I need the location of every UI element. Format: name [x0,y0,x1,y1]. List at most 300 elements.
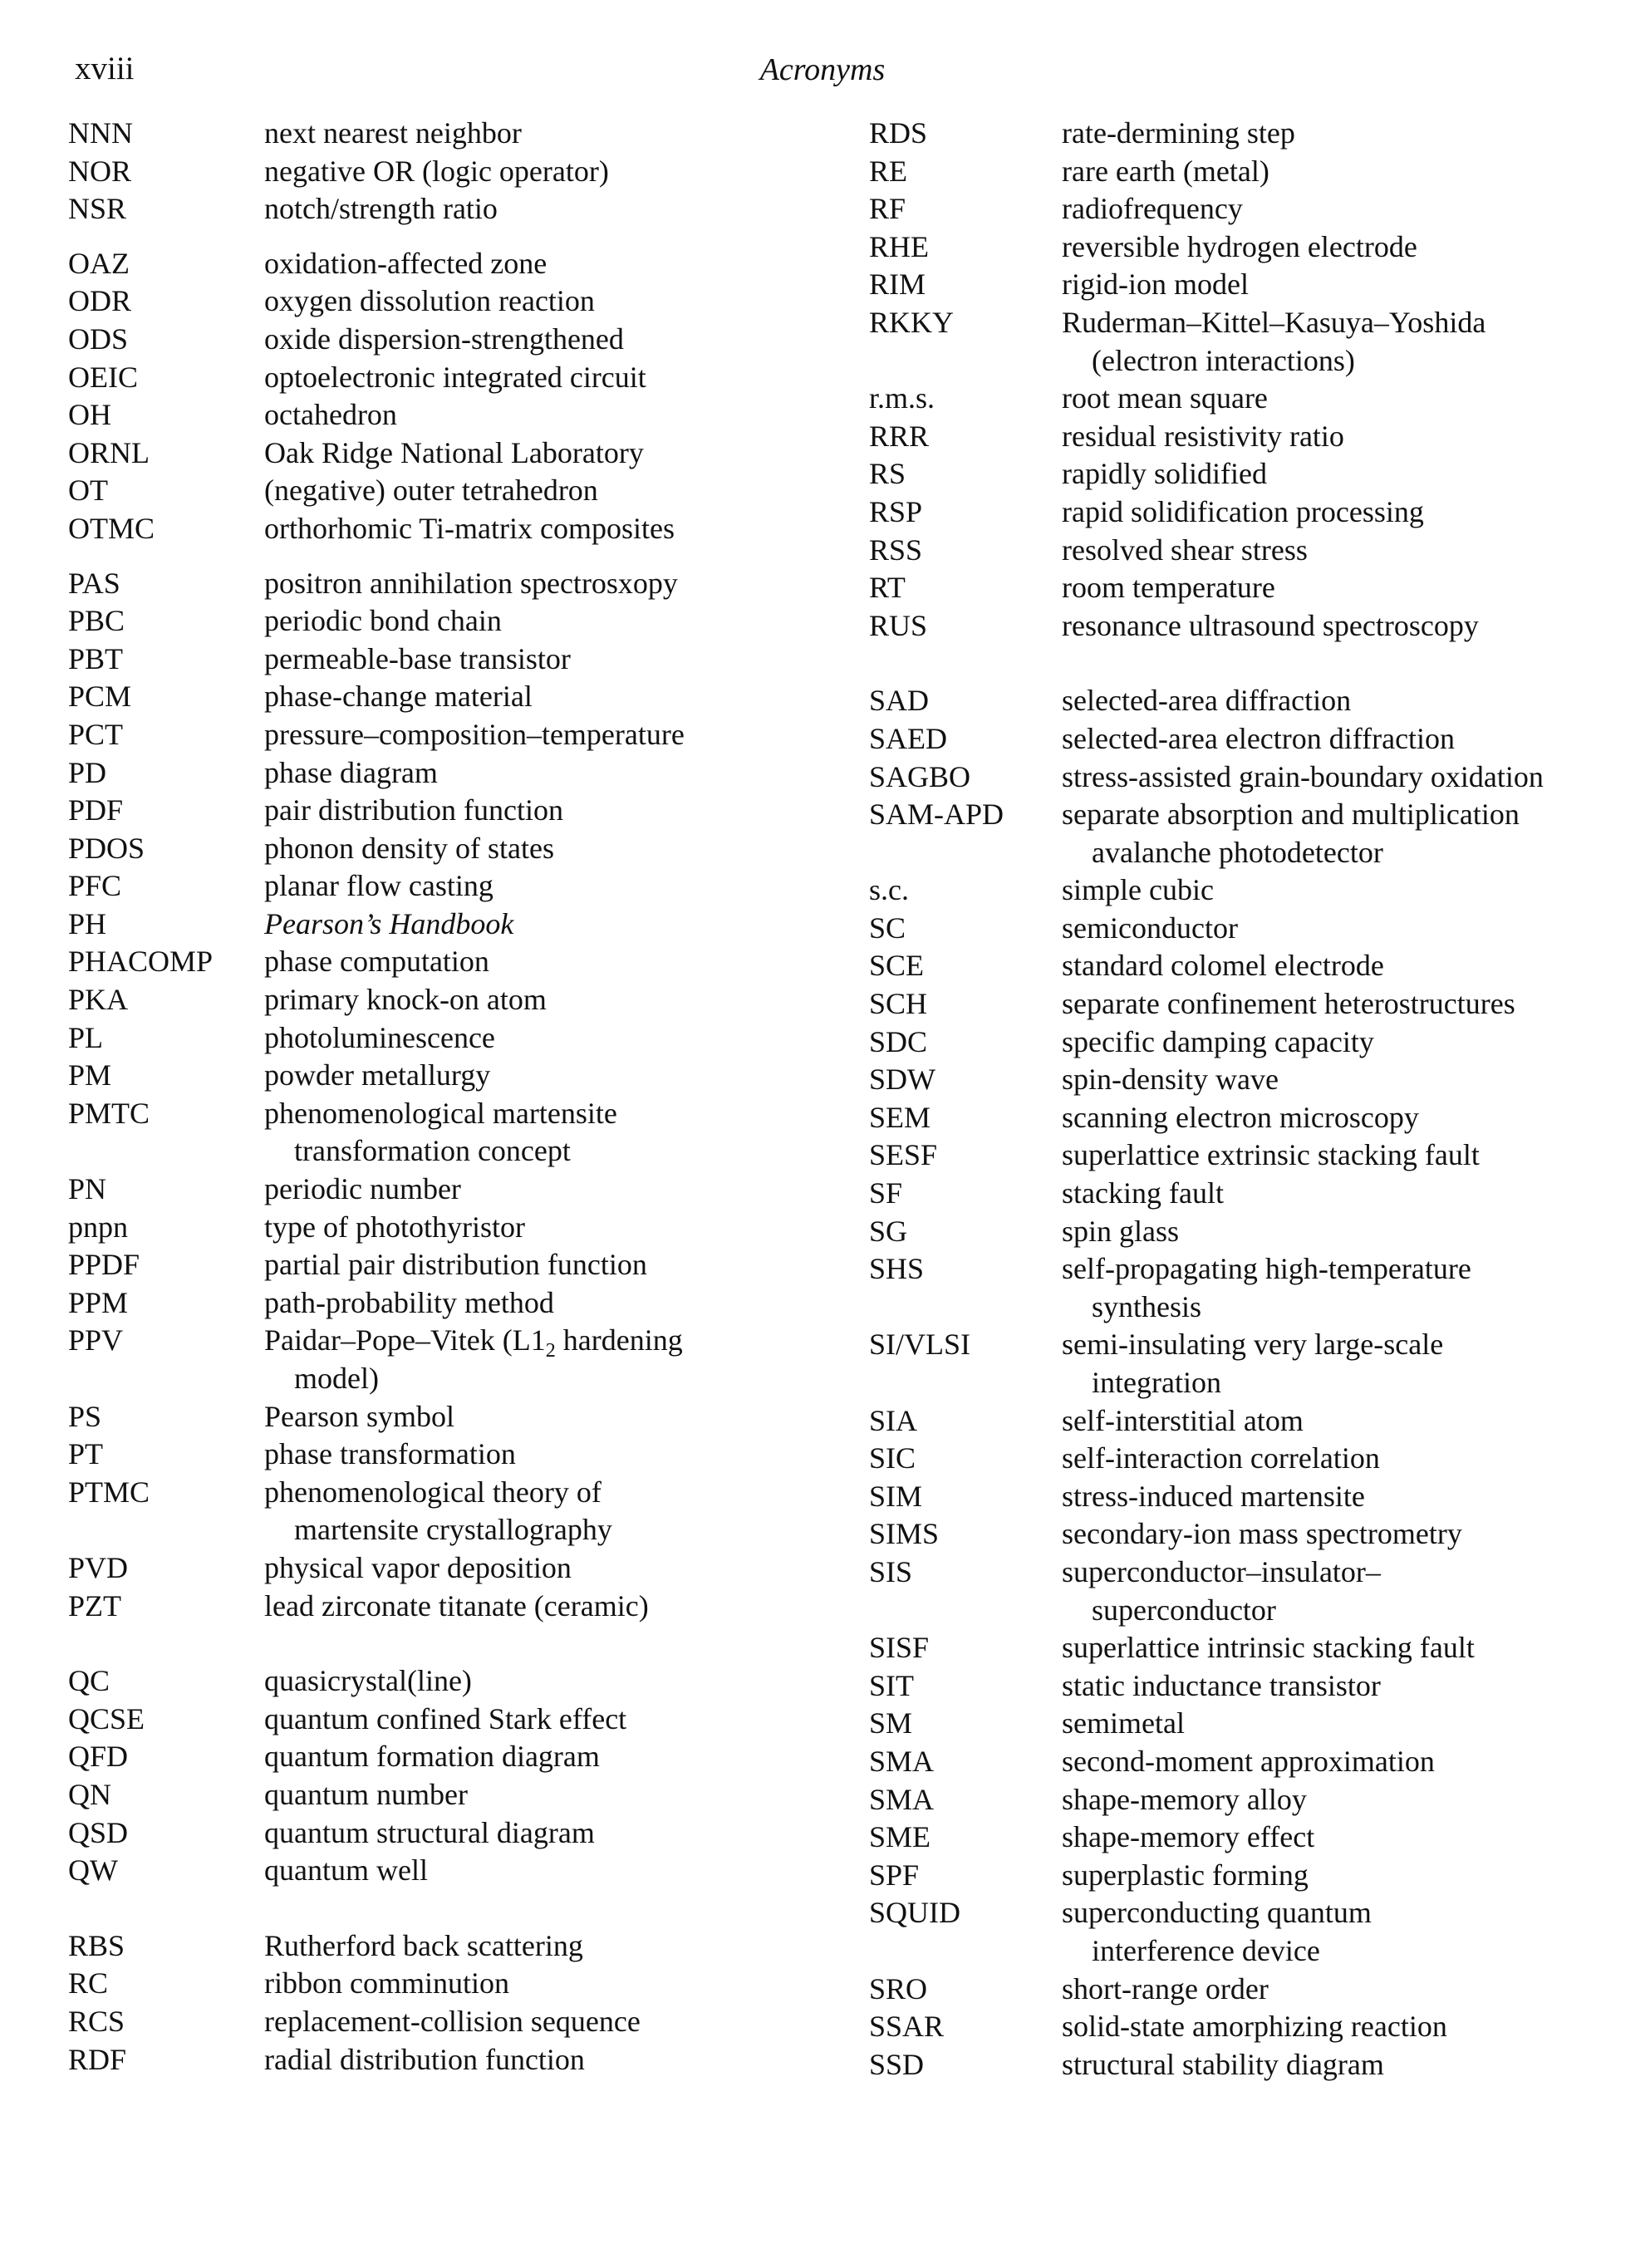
definition-text: standard colomel electrode [1062,949,1384,983]
acronym-abbreviation: SSD [869,2047,925,2081]
acronym-abbreviation: SMA [869,1782,935,1816]
definition-text: rare earth (metal) [1062,154,1269,188]
acronym-entry [68,2003,799,2041]
acronym-definition [1062,720,1633,758]
acronym-abbreviation: SISF [869,1631,930,1665]
acronym-entry [68,359,799,397]
definition-text: negative OR (logic operator) [264,154,609,188]
acronym-abbreviation: PCT [68,717,124,751]
definition-text: rigid-ion model [1062,268,1249,302]
acronym-entry [869,1554,1633,1629]
definition-text: periodic number [264,1172,461,1206]
acronym-entry [68,472,799,510]
definition-text: Paidar–Pope–Vitek (L1 [264,1323,546,1357]
acronym-definition [264,1436,799,1474]
definition-text: spin-density wave [1062,1063,1279,1097]
acronym-abbreviation: PVD [68,1550,129,1584]
acronym-abbreviation: RSS [869,533,923,567]
acronym-definition [1062,1857,1633,1895]
acronym-abbreviation: SCH [869,987,928,1021]
acronym-abbreviation: SI/VLSI [869,1328,971,1362]
definition-text: Ruderman–Kittel–Kasuya–Yoshida [1062,305,1486,339]
page-header [0,50,1645,100]
acronym-entry [869,380,1633,418]
acronym-abbreviation: SAD [869,684,930,718]
acronym-entry [869,1061,1633,1099]
acronym-definition [1062,871,1633,910]
acronym-entry [869,1629,1633,1667]
acronym-abbreviation: ODS [68,322,129,356]
definition-text: ribbon comminution [264,1966,509,2000]
acronym-definition [1062,532,1633,570]
definition-text: oxidation-affected zone [264,246,548,280]
definition-text: pair distribution function [264,793,563,827]
acronym-entry [869,1136,1633,1175]
acronym-abbreviation: RRR [869,419,930,453]
acronym-definition [1062,1213,1633,1251]
acronym-abbreviation: RCS [68,2004,125,2038]
acronym-abbreviation: RUS [869,608,928,642]
acronym-entry [68,1436,799,1474]
acronym-definition [1062,758,1633,797]
acronym-definition [1062,569,1633,607]
acronym-entry [68,754,799,793]
acronym-abbreviation: PZT [68,1588,122,1622]
acronym-abbreviation: SCE [869,949,925,983]
acronym-entry [68,602,799,641]
acronym-abbreviation: RF [869,192,906,226]
acronym-entry [869,1781,1633,1819]
definition-text: stress-assisted grain-boundary oxidation [1062,759,1544,793]
acronym-entry [869,228,1633,267]
acronym-definition [264,792,799,830]
definition-continuation: superconductor [1092,1593,1276,1627]
acronym-entry [68,1588,799,1626]
acronym-abbreviation: SC [869,911,906,945]
acronym-definition [264,1814,799,1853]
definition-text: phenomenological theory of [264,1475,602,1509]
acronym-definition [1062,1515,1633,1554]
definition-text: physical vapor deposition [264,1550,572,1584]
acronym-definition [1062,1024,1633,1062]
acronym-abbreviation: RBS [68,1928,125,1962]
acronym-definition [264,1284,799,1323]
acronym-abbreviation: SHS [869,1252,925,1286]
definition-text: specific damping capacity [1062,1024,1374,1058]
acronym-definition [1062,115,1633,153]
definition-text: rate-dermining step [1062,116,1295,150]
group-spacer [68,548,799,565]
acronym-definition [1062,1781,1633,1819]
acronym-abbreviation: SG [869,1214,908,1248]
acronym-abbreviation: PL [68,1020,104,1054]
acronym-abbreviation: SIS [869,1554,913,1588]
acronym-abbreviation: OAZ [68,246,130,280]
acronym-entry [68,641,799,679]
acronym-abbreviation: OH [68,398,111,432]
acronym-abbreviation: RDF [68,2042,127,2076]
acronym-entry [869,947,1633,985]
definition-text: optoelectronic integrated circuit [264,360,646,394]
acronym-abbreviation: SIA [869,1403,918,1437]
definition-text: Oak Ridge National Laboratory [264,435,644,469]
acronym-entry [68,321,799,359]
acronym-abbreviation: QN [68,1777,111,1811]
definition-text: phase-change material [264,680,533,714]
definition-text: quantum number [264,1777,468,1811]
acronym-abbreviation: SIC [869,1441,916,1475]
definition-text: lead zirconate titanate (ceramic) [264,1588,649,1622]
definition-text: self-interstitial atom [1062,1403,1304,1437]
acronym-abbreviation: PFC [68,869,122,903]
acronym-entry [869,1402,1633,1441]
acronym-definition [264,1246,799,1284]
acronym-definition [1062,380,1633,418]
acronym-entry [68,906,799,944]
acronym-abbreviation: PPV [68,1323,124,1357]
definition-text: phonon density of states [264,831,554,865]
acronym-entry [869,304,1633,380]
acronym-abbreviation: RHE [869,229,929,263]
acronym-entry [68,1814,799,1853]
definition-text: radial distribution function [264,2042,585,2076]
acronym-definition [264,434,799,473]
acronym-definition [264,641,799,679]
definition-text: structural stability diagram [1062,2047,1384,2081]
acronym-entry [869,758,1633,797]
acronym-abbreviation: PBT [68,641,124,675]
definition-text: selected-area diffraction [1062,684,1352,718]
acronym-entry [68,1095,799,1171]
acronym-abbreviation: PS [68,1399,102,1433]
definition-text: positron annihilation spectrosxopy [264,566,678,600]
acronym-definition [264,115,799,153]
group-spacer [68,1890,799,1927]
definition-continuation: interference device [1092,1933,1320,1967]
acronym-definition [264,396,799,434]
acronym-abbreviation: PTMC [68,1475,150,1509]
acronym-abbreviation: PPM [68,1285,129,1319]
acronym-definition [264,602,799,641]
definition-text-rest: hardening [555,1323,683,1357]
acronym-definition [264,1171,799,1209]
definition-text: separate absorption and multiplication [1062,798,1520,832]
acronym-entry [869,532,1633,570]
acronym-abbreviation: PMTC [68,1096,150,1130]
acronym-definition [264,1057,799,1095]
acronym-entry [869,1705,1633,1743]
definition-text: quantum confined Stark effect [264,1701,627,1735]
definition-text: static inductance transistor [1062,1668,1381,1702]
acronym-definition [1062,2046,1633,2084]
acronym-definition [264,754,799,793]
acronym-definition [264,1398,799,1436]
acronym-entry [68,678,799,716]
definition-continuation: (electron interactions) [1092,343,1355,377]
acronym-abbreviation: SESF [869,1138,938,1172]
acronym-definition [264,1549,799,1588]
acronym-abbreviation: SAED [869,721,948,755]
acronym-definition [264,565,799,603]
definition-text: Rutherford back scattering [264,1928,583,1962]
acronym-entry [68,1965,799,2003]
acronym-abbreviation: PT [68,1437,104,1471]
acronym-entry [68,1284,799,1323]
acronym-definition [1062,1971,1633,2009]
group-spacer [68,228,799,245]
acronym-definition [1062,985,1633,1024]
acronym-entry [68,1852,799,1890]
acronym-entry [869,190,1633,228]
acronym-entry [869,1819,1633,1857]
acronym-abbreviation: ORNL [68,435,150,469]
acronym-entry [869,1250,1633,1326]
acronym-abbreviation: RKKY [869,305,955,339]
definition-continuation: integration [1092,1366,1221,1399]
acronym-definition [1062,228,1633,267]
acronym-definition [264,321,799,359]
acronym-definition [1062,1136,1633,1175]
definition-text: semimetal [1062,1706,1185,1740]
acronym-entry [869,1213,1633,1251]
definition-continuation: martensite crystallography [294,1513,612,1547]
acronym-abbreviation: PDF [68,793,124,827]
acronym-entry [68,1776,799,1814]
acronym-entry [68,282,799,321]
acronym-definition [1062,1326,1633,1402]
definition-text: quantum well [264,1853,428,1888]
acronym-abbreviation: OT [68,474,108,508]
acronym-definition [1062,1402,1633,1441]
acronym-definition [264,830,799,868]
acronym-definition [264,153,799,191]
acronym-definition [1062,190,1633,228]
acronym-entry [869,607,1633,646]
acronym-definition [264,943,799,981]
acronym-definition [1062,493,1633,532]
definition-text: room temperature [1062,571,1275,605]
acronym-definition [264,981,799,1019]
acronym-entry [869,418,1633,456]
acronym-entry [869,682,1633,720]
acronym-abbreviation: SM [869,1706,913,1740]
acronym-definition [1062,796,1633,871]
acronym-entry [869,720,1633,758]
acronym-definition [1062,1478,1633,1516]
definition-text: self-interaction correlation [1062,1441,1380,1475]
definition-text: root mean square [1062,381,1268,415]
definition-text: photoluminescence [264,1020,495,1054]
acronym-entry [869,985,1633,1024]
definition-text: phase computation [264,945,489,979]
acronym-column-left [68,115,799,2079]
acronym-abbreviation: NNN [68,116,133,150]
definition-text: scanning electron microscopy [1062,1100,1419,1134]
acronym-definition [1062,1440,1633,1478]
definition-text: permeable-base transistor [264,641,571,675]
acronym-entry [68,1474,799,1549]
acronym-abbreviation: PCM [68,680,132,714]
definition-continuation: transformation concept [294,1134,571,1168]
acronym-definition [1062,1894,1633,1970]
definition-subscript: 2 [545,1340,556,1362]
acronym-entry [869,796,1633,871]
acronym-abbreviation: OEIC [68,360,138,394]
definition-text: octahedron [264,398,397,432]
definition-text: notch/strength ratio [264,192,498,226]
acronym-abbreviation: SAGBO [869,759,971,793]
acronym-definition [264,867,799,906]
definition-text: superplastic forming [1062,1858,1309,1892]
definition-text: secondary-ion mass spectrometry [1062,1517,1462,1551]
acronym-entry [68,434,799,473]
acronym-definition [1062,418,1633,456]
acronym-abbreviation: PKA [68,983,129,1017]
acronym-definition [264,716,799,754]
acronym-definition [264,1474,799,1549]
acronym-abbreviation: RSP [869,494,923,528]
acronym-abbreviation: PH [68,906,107,940]
acronym-entry [68,1927,799,1966]
acronym-abbreviation: RDS [869,116,928,150]
acronym-definition [264,282,799,321]
acronym-definition [1062,910,1633,948]
acronym-definition [264,1322,799,1397]
acronym-entry [869,1175,1633,1213]
definition-text: superlattice extrinsic stacking fault [1062,1138,1480,1172]
definition-text: self-propagating high-temperature [1062,1252,1471,1286]
definition-text: partial pair distribution function [264,1248,647,1282]
acronym-definition [1062,304,1633,380]
definition-text: shape-memory effect [1062,1820,1315,1854]
acronym-definition [1062,1250,1633,1326]
acronym-entry [869,115,1633,153]
acronym-entry [869,1894,1633,1970]
acronym-definition [264,1095,799,1171]
definition-text: quantum structural diagram [264,1815,595,1849]
acronym-definition [1062,153,1633,191]
acronym-definition [1062,1629,1633,1667]
acronym-definition [264,1209,799,1247]
acronym-abbreviation: SDW [869,1063,935,1097]
acronym-abbreviation: QC [68,1664,110,1698]
acronym-definition [264,245,799,283]
acronym-entry [869,455,1633,493]
definition-text: rapidly solidified [1062,457,1267,491]
acronym-definition [264,1927,799,1966]
acronym-entry [68,1019,799,1058]
group-spacer [68,1625,799,1662]
acronym-abbreviation: SRO [869,1971,928,2005]
acronym-abbreviation: SSAR [869,2010,945,2044]
definition-text: phase diagram [264,755,438,789]
acronym-abbreviation: PAS [68,566,120,600]
acronym-definition [1062,1175,1633,1213]
acronym-definition [1062,1819,1633,1857]
definition-text: solid-state amorphizing reaction [1062,2010,1447,2044]
acronym-abbreviation: PM [68,1058,112,1092]
acronym-entry [68,115,799,153]
definition-text: semiconductor [1062,911,1238,945]
acronym-abbreviation: pnpn [68,1210,128,1244]
acronym-abbreviation: SIM [869,1479,923,1513]
acronym-definition [264,2041,799,2079]
page-number: xviii [75,51,135,86]
definition-text: rapid solidification processing [1062,494,1424,528]
definition-text: superconductor–insulator– [1062,1554,1381,1588]
definition-text: separate confinement heterostructures [1062,987,1515,1021]
acronym-entry [869,2008,1633,2046]
acronym-abbreviation: QW [68,1853,118,1888]
definition-text: superlattice intrinsic stacking fault [1062,1631,1475,1665]
acronym-entry [869,1857,1633,1895]
acronym-abbreviation: PDOS [68,831,145,865]
definition-text: radiofrequency [1062,192,1243,226]
acronym-definition [1062,1705,1633,1743]
acronym-entry [68,1662,799,1701]
acronym-entry [68,943,799,981]
definition-text: resolved shear stress [1062,533,1308,567]
acronym-entry [68,2041,799,2079]
acronym-definition [264,1776,799,1814]
definition-text: Pearson symbol [264,1399,454,1433]
acronym-entry [68,1322,799,1397]
acronym-definition [1062,455,1633,493]
acronym-abbreviation: SPF [869,1858,920,1892]
definition-text: resonance ultrasound spectroscopy [1062,608,1479,642]
acronym-entry [68,1057,799,1095]
acronym-abbreviation: SDC [869,1024,928,1058]
definition-text: stress-induced martensite [1062,1479,1365,1513]
acronym-definition [264,1965,799,2003]
definition-text: quasicrystal(line) [264,1664,472,1698]
definition-text: type of photothyristor [264,1210,525,1244]
acronym-definition [264,1701,799,1739]
acronym-definition [264,1738,799,1776]
acronym-definition [264,1662,799,1701]
acronym-abbreviation: RS [869,457,906,491]
acronym-abbreviation: QSD [68,1815,129,1849]
definition-text: residual resistivity ratio [1062,419,1344,453]
acronym-entry [68,1701,799,1739]
acronym-entry [68,190,799,228]
definition-text: phenomenological martensite [264,1096,617,1130]
acronym-abbreviation: PD [68,755,107,789]
acronym-entry [68,867,799,906]
acronym-entry [869,266,1633,304]
acronym-abbreviation: OTMC [68,511,155,545]
acronym-entry [869,1440,1633,1478]
definition-text: next nearest neighbor [264,116,522,150]
acronym-entry [869,1667,1633,1706]
acronym-abbreviation: SME [869,1820,931,1854]
definition-text: path-probability method [264,1285,554,1319]
acronym-entry [869,1515,1633,1554]
acronym-entry [869,1099,1633,1137]
acronym-abbreviation: SF [869,1176,903,1210]
acronym-entry [68,1398,799,1436]
acronym-entry [68,1549,799,1588]
acronym-entry [68,830,799,868]
acronym-entry [869,1024,1633,1062]
acronym-entry [68,396,799,434]
acronym-abbreviation: RIM [869,268,926,302]
definition-text: (negative) outer tetrahedron [264,474,598,508]
acronym-definition [264,1852,799,1890]
acronym-entry [869,1971,1633,2009]
definition-text: shape-memory alloy [1062,1782,1307,1816]
acronym-definition [1062,1554,1633,1629]
